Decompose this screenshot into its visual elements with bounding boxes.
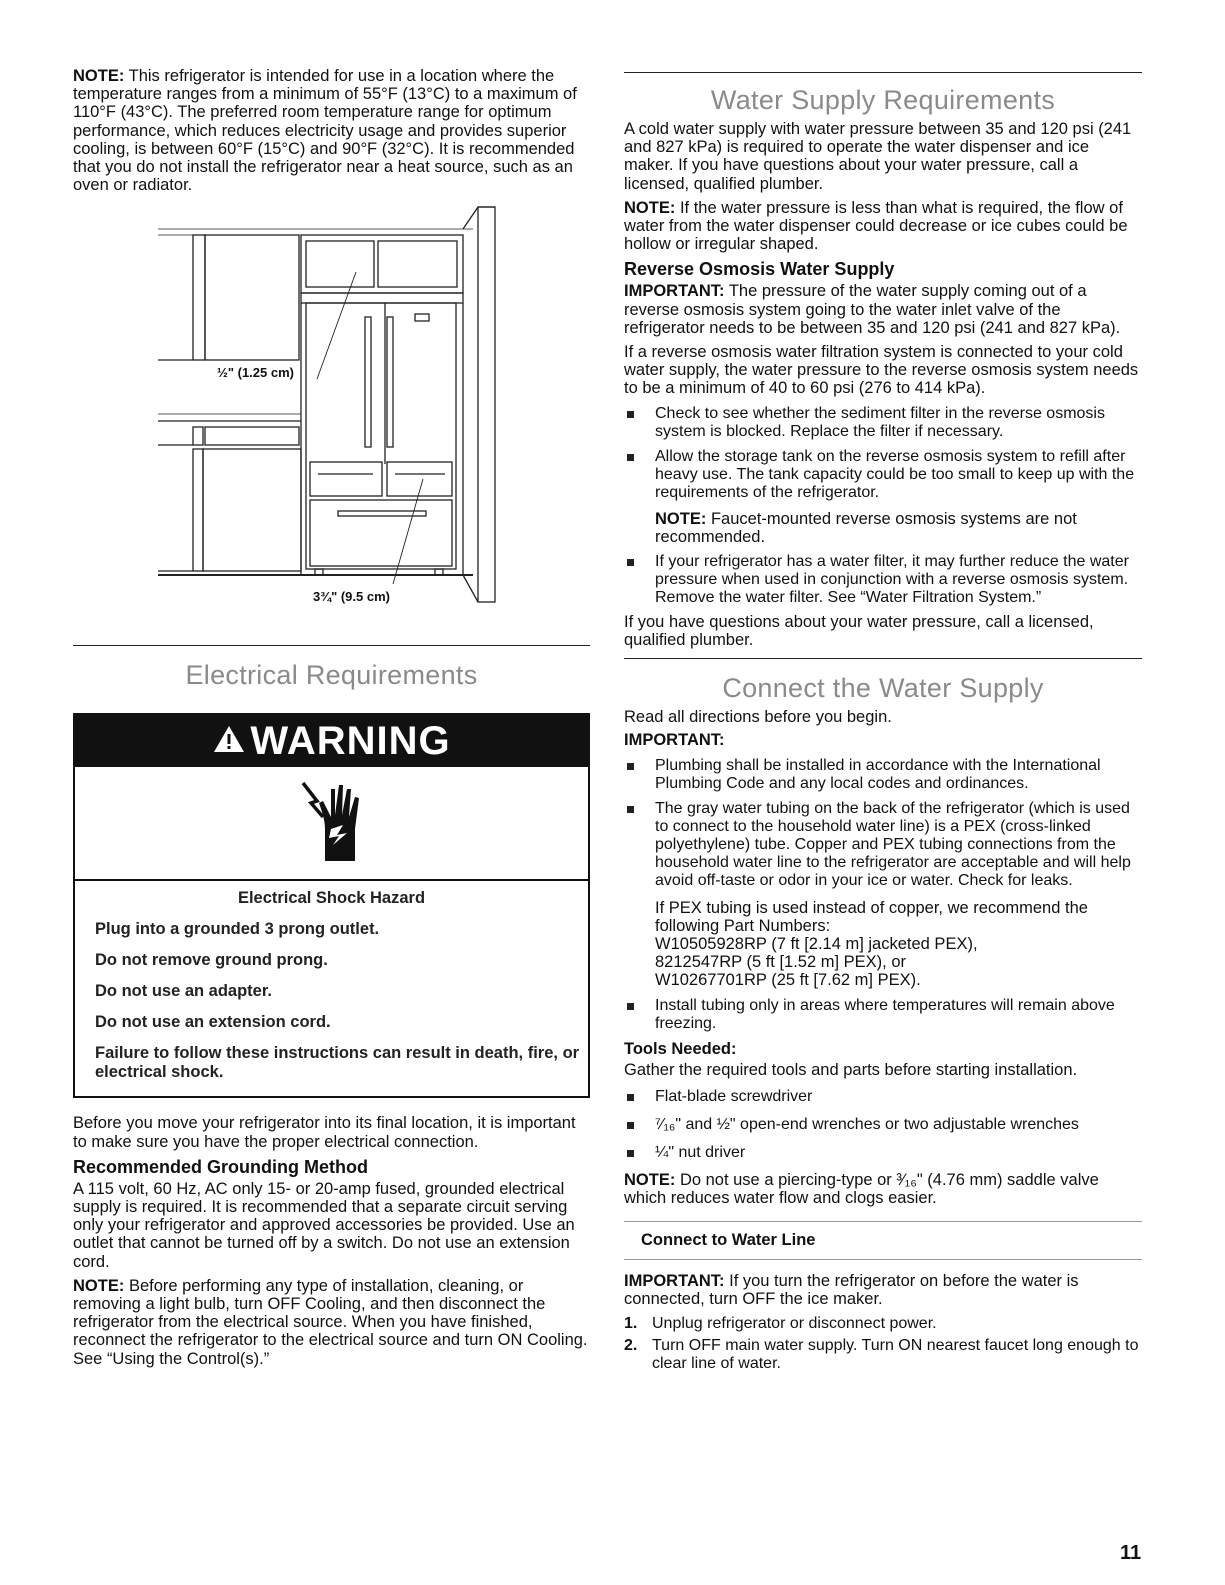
note-text: Before performing any type of installation, cleaning, or removing a light bulb, turn OFF Cooling, and then disconnect the refrigerator from the electrical source. When you have finished, reconnect the refrigerator to the electrical source and turn ON Cooling. See “Using the Control(s).”: [73, 1276, 588, 1368]
water-pressure-note: [624, 199, 1142, 254]
refrigerator-cabinet-diagram: [73, 199, 590, 644]
disconnect-note: [73, 1277, 590, 1368]
faucet-note: [655, 510, 1142, 546]
step-text: Unplug refrigerator or disconnect power.: [652, 1314, 937, 1332]
section-divider: [624, 72, 1142, 73]
step-number: 2.: [624, 1336, 638, 1354]
warning-box: [73, 713, 590, 1098]
reverse-osmosis-heading: Reverse Osmosis Water Supply: [624, 259, 895, 280]
tools-intro: Gather the required tools and parts before starting installation.: [624, 1060, 1078, 1079]
grounding-paragraph: A 115 volt, 60 Hz, AC only 15- or 20-amp fused, grounded electrical supply is required. It is recommended that a separate circuit serving only your refrigerator and approved accessories be provided. Use an outlet that cannot be turned off by a switch. Do not use an extension cord.: [73, 1179, 575, 1271]
pex-part: 8212547RP (5 ft [1.52 m] PEX), or: [655, 953, 906, 972]
grounding-heading: Recommended Grounding Method: [73, 1156, 368, 1177]
note-text: Faucet-mounted reverse osmosis systems are not recommended.: [655, 509, 1077, 546]
clearance-label-top: ½" (1.25 cm): [217, 365, 294, 381]
list-item: If your refrigerator has a water filter, it may further reduce the water pressure when used in conjunction with a reverse osmosis system. Remove the water filter. See “Water Filtration System.”: [624, 553, 1142, 607]
note-text: Do not use a piercing-type or ³⁄₁₆" (4.76 mm) saddle valve which reduces water flow and clogs easier.: [624, 1170, 1099, 1208]
list-item-text: The gray water tubing on the back of the refrigerator (which is used to connect to the household water line) is a PEX (cross-linked polyethylene) tube. Copper and PEX tubing connections from the household water line to the refrigerator are acceptable and will help avoid off-taste or odor in your ice or water. Check for leaks.: [655, 799, 1131, 889]
important-text: If you turn the refrigerator on before the water is connected, turn OFF the ice maker.: [624, 1272, 1079, 1309]
list-item: Flat-blade screwdriver: [624, 1088, 1142, 1106]
electrical-requirements-title: Electrical Requirements: [185, 660, 478, 691]
clearance-label-bottom: 3¾" (9.5 cm): [313, 589, 390, 605]
section-divider: [624, 658, 1142, 659]
connect-water-title: Connect the Water Supply: [722, 673, 1044, 704]
list-item: [624, 800, 1142, 990]
warning-triangle-icon: [212, 719, 246, 764]
pex-part: W10267701RP (25 ft [7.62 m] PEX).: [655, 971, 921, 990]
warning-heading: WARNING: [250, 718, 451, 763]
warning-body: [75, 881, 588, 1096]
list-item: ¼" nut driver: [624, 1144, 1142, 1162]
important-label: IMPORTANT:: [624, 282, 725, 301]
important-label: IMPORTANT:: [624, 1272, 725, 1291]
tools-heading: Tools Needed:: [624, 1039, 737, 1058]
important-text: The pressure of the water supply coming out of a reverse osmosis system going to the water inlet valve of the refrigerator needs to be between 35 and 120 psi (241 and 827 kPa).: [624, 282, 1121, 337]
list-item: Check to see whether the sediment filter in the reverse osmosis system is blocked. Replace the filter if necessary.: [624, 405, 1142, 441]
ro-closing: If you have questions about your water pressure, call a licensed, qualified plumber.: [624, 613, 1094, 650]
connect-bullet-list: [624, 757, 1142, 1033]
note-label: NOTE:: [73, 67, 125, 85]
note-label: NOTE:: [655, 509, 707, 528]
warning-line: Plug into a grounded 3 prong outlet.: [95, 920, 380, 939]
note-label: NOTE:: [624, 198, 676, 217]
pex-intro: If PEX tubing is used instead of copper, we recommend the following Part Numbers:: [655, 898, 1088, 935]
installation-clearance-figure: [73, 199, 590, 644]
note-text: If the water pressure is less than what is required, the flow of water from the water dispenser could decrease or ice cubes could be hollow or irregular shaped.: [624, 198, 1128, 254]
list-item: Plumbing shall be installed in accordance with the International Plumbing Code and any local codes and ordinances.: [624, 757, 1142, 793]
warning-line: Do not remove ground prong.: [95, 951, 328, 970]
right-column: [624, 0, 1142, 1373]
note-label: NOTE:: [73, 1276, 125, 1295]
ro-bullet-list: [624, 405, 1142, 607]
warning-line: Failure to follow these instructions can result in death, fire, or electrical shock.: [95, 1044, 580, 1082]
connect-to-water-line-heading: Connect to Water Line: [624, 1221, 1142, 1260]
list-item-text: Allow the storage tank on the reverse osmosis system to refill after heavy use. The tank capacity could be too small to keep up with the requirements of the refrigerator.: [655, 447, 1135, 501]
warning-line: Do not use an adapter.: [95, 982, 272, 1001]
saddle-valve-note: [624, 1171, 1142, 1207]
steps-list: [624, 1315, 1142, 1373]
pex-part: W10505928RP (7 ft [2.14 m] jacketed PEX),: [655, 935, 978, 954]
ro-important: [624, 282, 1142, 337]
list-item: [624, 448, 1142, 546]
electrical-shock-hazard-icon: [297, 779, 367, 867]
ro-paragraph: If a reverse osmosis water filtration system is connected to your cold water supply, the water pressure to the reverse osmosis system needs to be a minimum of 40 to 60 psi (276 to 414 kPa).: [624, 343, 1139, 398]
list-item: Install tubing only in areas where temperatures will remain above freezing.: [624, 997, 1142, 1033]
list-item: ⁷⁄₁₆" and ½" open-end wrenches or two adjustable wrenches: [624, 1116, 1142, 1134]
room-temperature-note: [73, 67, 590, 194]
section-divider: [73, 645, 590, 646]
warning-header: [75, 715, 588, 767]
tools-list: [624, 1088, 1142, 1162]
note-label: NOTE:: [624, 1170, 676, 1189]
water-supply-title: Water Supply Requirements: [710, 85, 1056, 115]
read-all-directions: Read all directions before you begin.: [624, 708, 892, 727]
step-item: [624, 1315, 1142, 1333]
warning-symbol-area: [75, 767, 588, 881]
note-text: This refrigerator is intended for use in a location where the temperature ranges from a minimum of 55°F (13°C) to a maximum of 110°F (43°C). The preferred room temperature range for optimum performance, which reduces electricity usage and provides superior cooling, is between 60°F (15°C) and 90°F (32°C). It is recommended that you do not install the refrigerator near a heat source, such as an oven or radiator.: [73, 67, 577, 195]
page-number: 11: [1120, 1542, 1142, 1564]
left-column: [73, 0, 590, 1368]
step-item: [624, 1337, 1142, 1373]
hazard-title: Electrical Shock Hazard: [237, 889, 426, 908]
step-text: Turn OFF main water supply. Turn ON nearest faucet long enough to clear line of water.: [652, 1336, 1139, 1372]
important-heading: IMPORTANT:: [624, 730, 725, 749]
water-intro: A cold water supply with water pressure between 35 and 120 psi (241 and 827 kPa) is required to operate the water dispenser and ice maker. If you have questions about your water pressure, call a licensed, qualified plumber.: [624, 120, 1132, 193]
connect-line-important: [624, 1272, 1142, 1308]
before-move-paragraph: Before you move your refrigerator into its final location, it is important to make sure you have the proper electrical connection.: [73, 1114, 576, 1151]
step-number: 1.: [624, 1314, 638, 1332]
warning-line: Do not use an extension cord.: [95, 1013, 331, 1032]
